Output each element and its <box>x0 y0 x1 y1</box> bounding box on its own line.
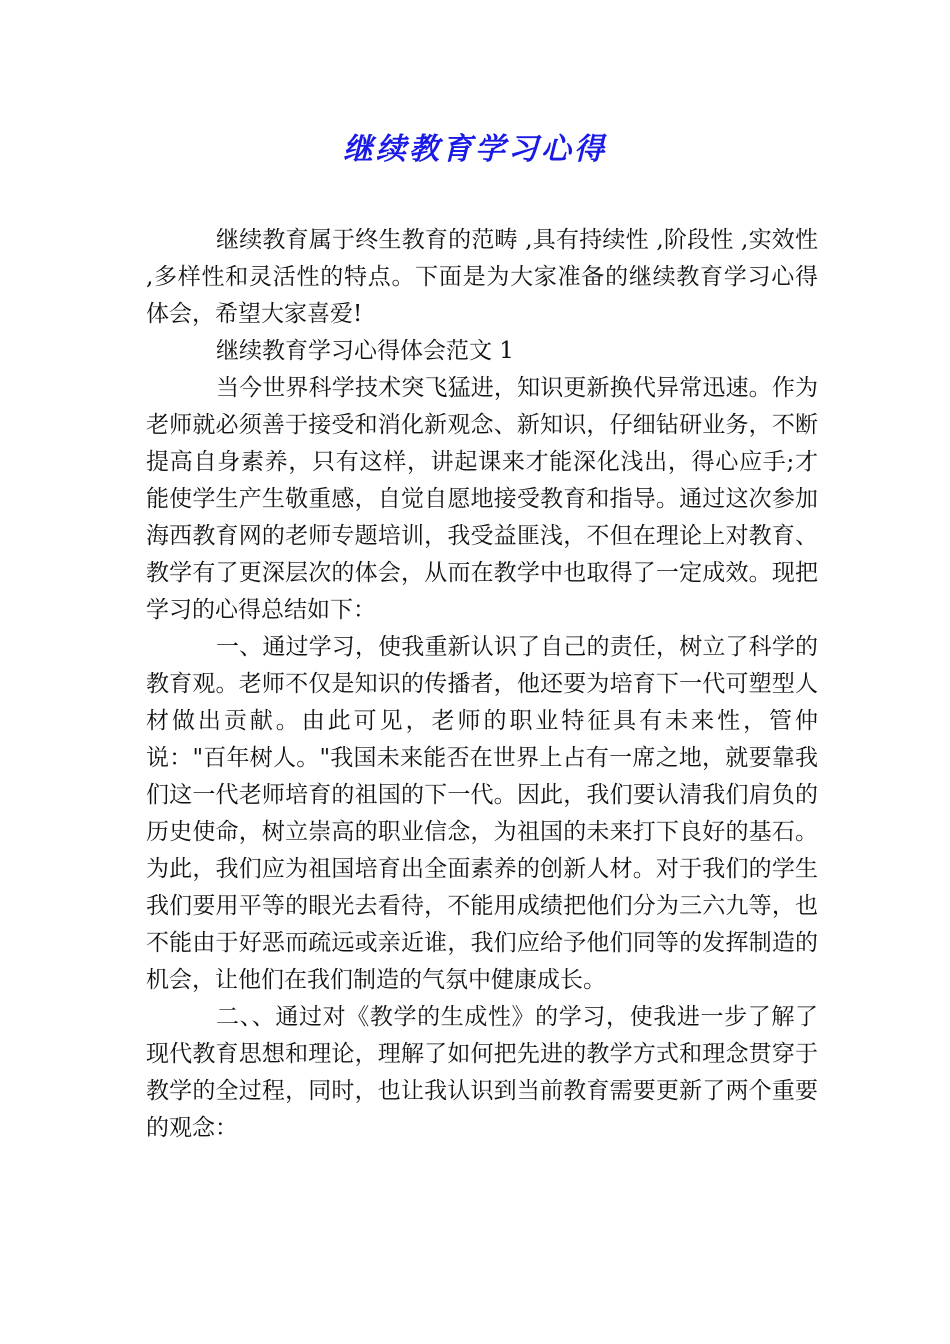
section-heading: 继续教育学习心得体会范文 1 <box>216 338 514 364</box>
document-title: 继续教育学习心得 <box>343 132 607 167</box>
body-paragraph: 当今世界科学技术突飞猛进，知识更新换代异常迅速。作为老师就必须善于接受和消化新观念、新知识，仔细钻研业务，不断提高自身素养，只有这样，讲起课来才能深化浅出，得心应手;才能使学生产生敬重感，自觉自愿地接受教育和指导。通过这次参加海西教育网的老师专题培训，我受益匪浅，不但在理论上对教育、教学有了更深层次的体会，从而在教学中也取得了一定成效。现把学习的心得总结如下： <box>146 375 818 623</box>
document-body <box>146 222 818 1147</box>
body-paragraph: 一、通过学习，使我重新认识了自己的责任，树立了科学的教育观。老师不仅是知识的传播者，他还要为培育下一代可塑型人材做出贡献。由此可见，老师的职业特征具有未来性，管仲说："百年树人。"我国未来能否在世界上占有一席之地，就要靠我们这一代老师培育的祖国的下一代。因此，我们要认清我们肩负的历史使命，树立崇高的职业信念，为祖国的未来打下良好的基石。为此，我们应为祖国培育出全面素养的创新人材。对于我们的学生我们要用平等的眼光去看待，不能用成绩把他们分为三六九等，也不能由于好恶而疏远或亲近谁，我们应给予他们同等的发挥制造的机会，让他们在我们制造的气氛中健康成长。 <box>146 634 818 993</box>
intro-paragraph: 继续教育属于终生教育的范畴 ,具有持续性 ,阶段性 ,实效性 ,多样性和灵活性的特点。下面是为大家准备的继续教育学习心得体会，希望大家喜爱! <box>146 227 818 327</box>
body-paragraph: 二、、通过对《教学的生成性》的学习，使我进一步了解了现代教育思想和理论，理解了如何把先进的教学方式和理念贯穿于教学的全过程，同时，也让我认识到当前教育需要更新了两个重要的观念： <box>146 1004 818 1141</box>
